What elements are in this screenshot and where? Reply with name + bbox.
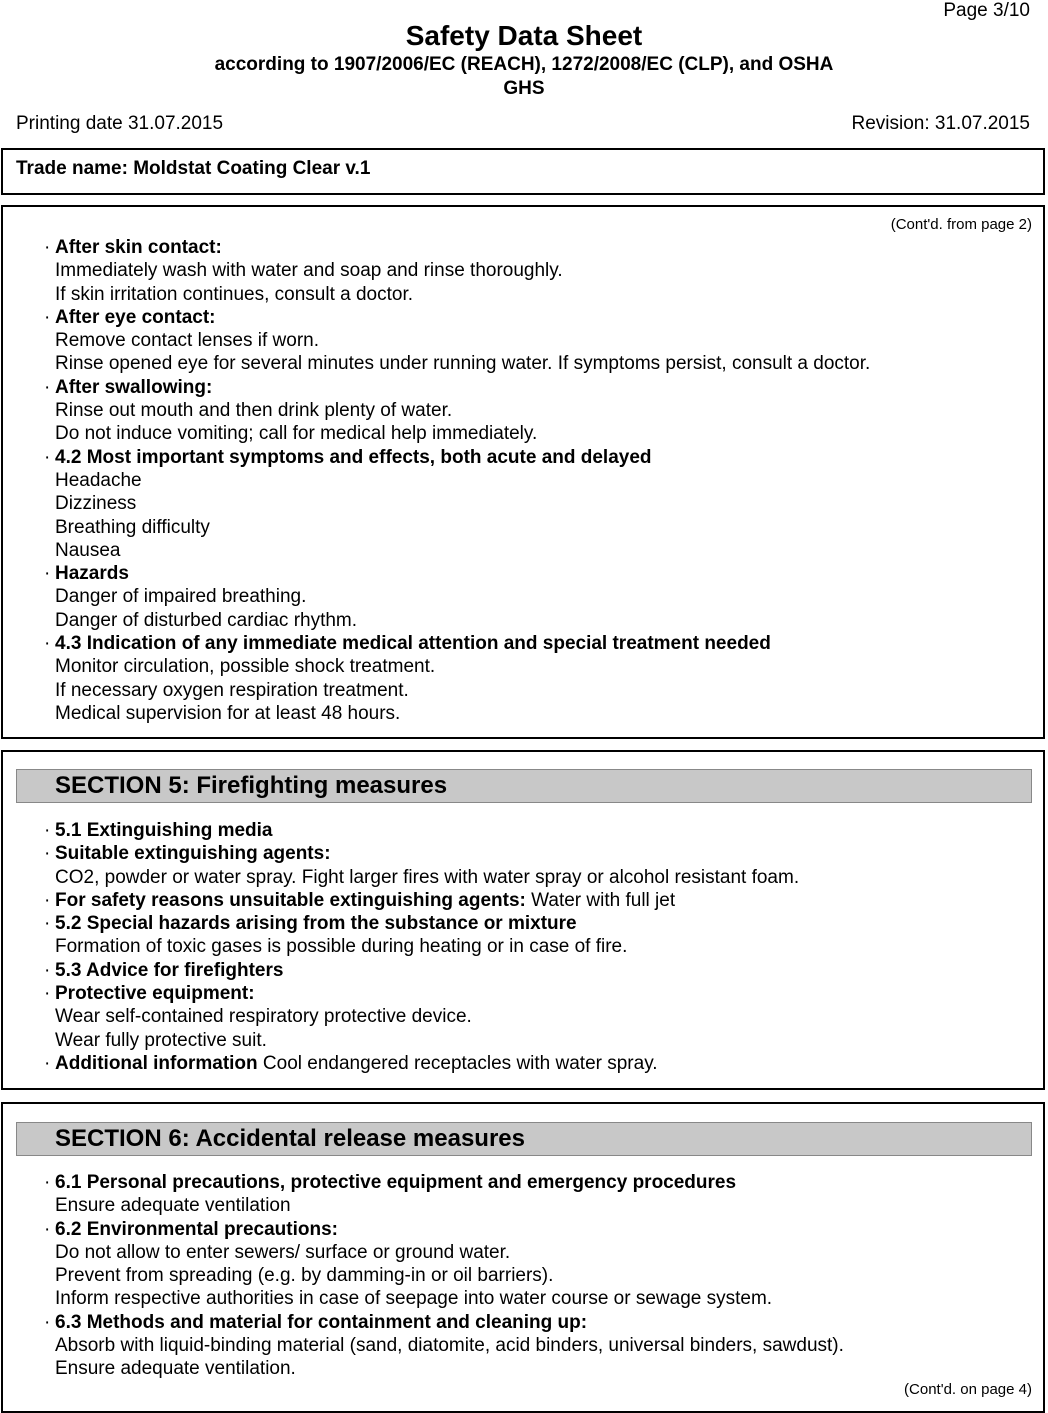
list-item: · Hazards [44,563,129,585]
section-5-title: SECTION 5: Firefighting measures [55,772,448,799]
list-item: · 6.3 Methods and material for containment and cleaning up: [44,1311,588,1333]
hazard-item: Danger of impaired breathing. [55,586,307,608]
hazards-heading: Hazards [55,563,129,585]
list-item: · Suitable extinguishing agents: [44,843,331,865]
list-item: · 5.2 Special hazards arising from the substance or mixture [44,913,577,935]
revision-date: Revision: 31.07.2015 [851,113,1030,134]
swallowing-text: Do not induce vomiting; call for medical help immediately. [55,423,538,445]
symptom-item: Headache [55,469,142,491]
continued-on: (Cont'd. on page 4) [904,1381,1032,1398]
environmental-precautions-heading: 6.2 Environmental precautions: [55,1218,338,1240]
list-item: · After swallowing: [44,376,213,398]
list-item: · 4.2 Most important symptoms and effects, both acute and delayed [44,446,652,468]
environmental-precautions-text: Inform respective authorities in case of seepage into water course or sewage system. [55,1288,773,1310]
symptom-item: Dizziness [55,493,137,515]
additional-info-text: Cool endangered receptacles with water spray. [257,1052,658,1074]
special-hazards-text: Formation of toxic gases is possible during heating or in case of fire. [55,936,628,958]
regulation-line-2: GHS [503,78,545,99]
list-item: · 4.3 Indication of any immediate medical attention and special treatment needed [44,633,771,655]
list-item: · After skin contact: [44,237,222,258]
list-item: · 5.3 Advice for firefighters [44,959,284,981]
symptom-item: Nausea [55,539,121,561]
medical-attention-text: Medical supervision for at least 48 hours. [55,702,401,724]
list-item: · 6.1 Personal precautions, protective equipment and emergency procedures [44,1172,737,1193]
swallowing-text: Rinse out mouth and then drink plenty of water. [55,400,453,422]
protective-equipment-text: Wear self-contained respiratory protective device. [55,1006,472,1028]
section-6-title: SECTION 6: Accidental release measures [55,1125,525,1152]
containment-methods-text: Absorb with liquid-binding material (sand, diatomite, acid binders, universal binders, sawdust). [55,1335,844,1357]
eye-contact-text: Rinse opened eye for several minutes under running water. If symptoms persist, consult a doctor. [55,353,871,375]
medical-attention-text: Monitor circulation, possible shock treatment. [55,656,436,678]
eye-contact-text: Remove contact lenses if worn. [55,330,320,352]
suitable-agents-text: CO2, powder or water spray. Fight larger fires with water spray or alcohol resistant foam. [55,866,800,888]
list-item: · For safety reasons unsuitable extinguishing agents: Water with full jet [44,889,676,911]
medical-attention-heading: 4.3 Indication of any immediate medical attention and special treatment needed [55,633,771,655]
list-item: · 5.1 Extinguishing media [44,820,273,841]
special-hazards-heading: 5.2 Special hazards arising from the substance or mixture [55,913,577,935]
symptom-item: Breathing difficulty [55,516,210,538]
containment-methods-heading: 6.3 Methods and material for containment and cleaning up: [55,1311,588,1333]
section-6-header [16,1122,1032,1156]
protective-equipment-text: Wear fully protective suit. [55,1029,267,1051]
environmental-precautions-text: Do not allow to enter sewers/ surface or ground water. [55,1241,511,1263]
unsuitable-agents-heading: For safety reasons unsuitable extinguishing agents: [55,889,526,911]
list-item: · 6.2 Environmental precautions: [44,1218,338,1240]
section-6-content [44,1171,844,1381]
trade-name: Trade name: Moldstat Coating Clear v.1 [16,158,371,179]
extinguishing-media-heading: 5.1 Extinguishing media [55,820,273,841]
containment-methods-text: Ensure adequate ventilation. [55,1358,296,1380]
list-item: · Protective equipment: [44,983,255,1005]
personal-precautions-heading: 6.1 Personal precautions, protective equipment and emergency procedures [55,1172,737,1193]
symptoms-heading: 4.2 Most important symptoms and effects, both acute and delayed [55,446,652,468]
regulation-line-1: according to 1907/2006/EC (REACH), 1272/2008/EC (CLP), and OSHA [214,54,834,75]
continued-from: (Cont'd. from page 2) [890,216,1032,233]
hazard-item: Danger of disturbed cardiac rhythm. [55,609,358,631]
list-item: · Additional information Cool endangered receptacles with water spray. [44,1052,658,1074]
skin-contact-text: If skin irritation continues, consult a doctor. [55,283,414,305]
suitable-agents-heading: Suitable extinguishing agents: [55,843,331,865]
unsuitable-agents-text: Water with full jet [525,889,676,911]
skin-contact-text: Immediately wash with water and soap and rinse thoroughly. [55,260,563,282]
page-number: Page 3/10 [943,0,1030,21]
section-5-header [16,769,1032,803]
swallowing-heading: After swallowing: [55,376,213,398]
medical-attention-text: If necessary oxygen respiration treatment. [55,679,409,701]
eye-contact-heading: After eye contact: [55,306,216,328]
personal-precautions-text: Ensure adequate ventilation [55,1195,291,1217]
list-item: · After eye contact: [44,306,216,328]
section-4-content [44,236,870,725]
section-5-content [44,819,799,1075]
environmental-precautions-text: Prevent from spreading (e.g. by damming-in or oil barriers). [55,1265,554,1287]
firefighter-advice-heading: 5.3 Advice for firefighters [55,959,284,981]
document-title: Safety Data Sheet [405,20,643,51]
protective-equipment-heading: Protective equipment: [55,983,255,1005]
skin-contact-heading: After skin contact: [55,237,222,258]
additional-info-heading: Additional information [55,1052,258,1074]
printing-date: Printing date 31.07.2015 [16,113,224,134]
